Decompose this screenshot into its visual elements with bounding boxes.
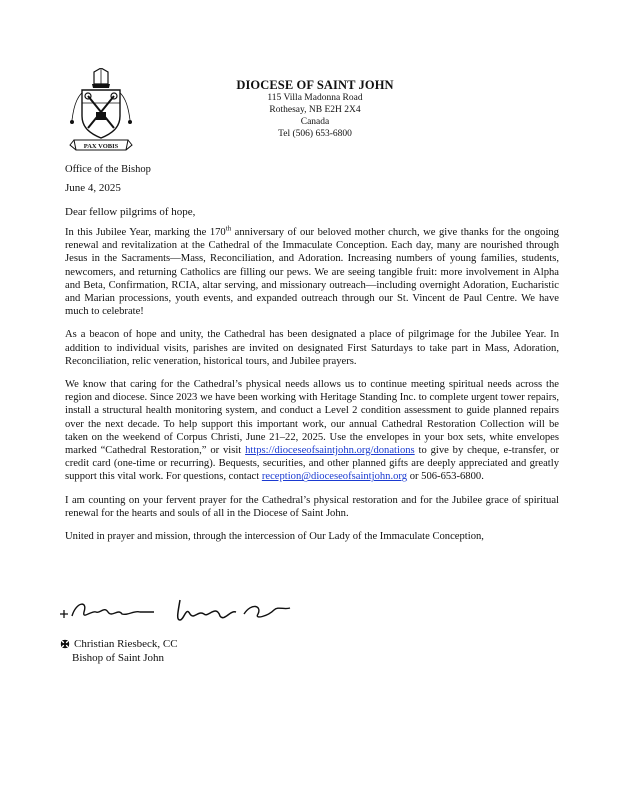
- paragraph-1-start: In this Jubilee Year, marking the 170: [65, 227, 226, 238]
- paragraph-3-middle: to give by cheque, e-transfer, or credit card (one-time or recurring). Bequests, securities, and other planned gifts are deeply appreciated and greatly support this vital work. For questions, contact: [65, 445, 560, 483]
- salutation: Dear fellow pilgrims of hope,: [65, 206, 196, 218]
- paragraph-2: As a beacon of hope and unity, the Cathedral has been designated a place of pilgrimage for the Jubilee Year. In addition to individual visits, parishes are invited on designated First Saturdays to take part in Mass, Adoration, Reconciliation, relic veneration, historical tours, and Jubilee prayers.: [65, 329, 559, 367]
- letter-body: [65, 226, 559, 553]
- paragraph-1: [65, 226, 559, 318]
- phone-number: Tel (506) 653-6800: [278, 129, 352, 139]
- paragraph-4: I am counting on your fervent prayer for the Cathedral’s physical restoration and for the Jubilee grace of spiritual renewal for the hearts and souls of all in the Diocese of Saint John.: [65, 494, 559, 519]
- signatory-name: Christian Riesbeck, CC: [74, 638, 178, 650]
- donations-link[interactable]: https://dioceseofsaintjohn.org/donations: [245, 445, 415, 457]
- address-country: Canada: [300, 117, 330, 127]
- diocese-crest-logo: [56, 68, 146, 158]
- cross-pattee-icon: [60, 639, 70, 649]
- org-name: DIOCESE OF SAINT JOHN: [236, 78, 394, 92]
- address-line-1: 115 Villa Madonna Road: [267, 93, 363, 103]
- letter-date: June 4, 2025: [65, 182, 121, 194]
- paragraph-3-end: or 506-653-6800.: [407, 471, 484, 483]
- office-label: Office of the Bishop: [65, 164, 151, 175]
- crest-motto: PAX VOBIS: [83, 143, 119, 150]
- letterhead: [200, 78, 430, 140]
- paragraph-3: [65, 378, 559, 484]
- signatory-title: Bishop of Saint John: [72, 652, 164, 664]
- paragraph-1-rest: anniversary of our beloved mother church, we give thanks for the ongoing renewal and revitalization at the Cathedral of the Immaculate Conception. Each day, many are nourished through Jesus in the Sacraments—Mass, Reconciliation, and Adoration. Increasing numbers of young families, students, newcomers, and returning Catholics are filling our pews. We are seeing tangible fruit: more involvement in Alpha and Beta, Confirmation, RCIA, altar serving, and missionary outreach—including overnight Adoration, Eucharistic and Marian processions, youth events, and expanded outreach through our St. Vincent de Paul Centre. We have much to celebrate!: [65, 227, 559, 318]
- paragraph-3-start: We know that caring for the Cathedral’s physical needs allows us to continue meeting spiritual needs across the region and diocese. Since 2023 we have been working with Heritage Standing Inc. to complete urgent tower repairs, install a structural health monitoring system, and conduct a Level 2 condition assessment to guide planned repairs over the next decade. To help support this important work, our annual Cathedral Restoration Collection will be taken on the weekend of Corpus Christi, June 21–22, 2025. Use the envelopes in your box sets, white envelopes marked “Cathedral Restoration,” or visit: [65, 379, 559, 457]
- address-line-2: Rothesay, NB E2H 2X4: [269, 105, 361, 115]
- reception-email-link[interactable]: reception@dioceseofsaintjohn.org: [261, 471, 408, 483]
- ordinal-suffix: th: [225, 224, 232, 233]
- handwritten-signature: [58, 592, 298, 628]
- paragraph-5: United in prayer and mission, through the intercession of Our Lady of the Immaculate Conception,: [65, 531, 484, 543]
- signature-block: [60, 637, 178, 665]
